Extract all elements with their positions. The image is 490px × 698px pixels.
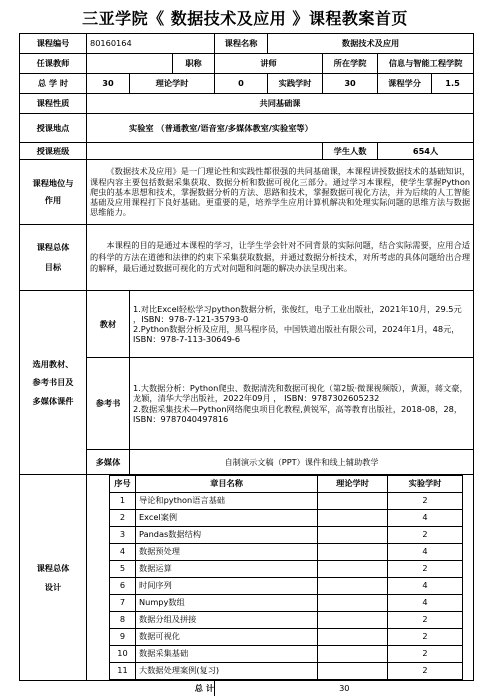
row-media [20, 450, 474, 475]
materials-label-line3: 多媒体课件 [32, 395, 74, 406]
schedule-row [110, 561, 463, 578]
schedule-chapter: 数据运算 [136, 561, 318, 578]
location-label: 授课地点 [20, 114, 87, 143]
course-info-table [19, 33, 474, 696]
schedule-lab: 2 [388, 527, 463, 544]
row-course [20, 34, 474, 54]
total-value: 30 [215, 681, 474, 696]
schedule-row [110, 510, 463, 527]
reference-item-1: 1.大数据分析：Python爬虫、数据清洗和数据可视化（第2版·微课视频版），黄源，蒋文豪，龙颖，清华大学出版社，2022年09月 ， ISBN：9787302605232 [133, 383, 468, 404]
textbook-list [130, 291, 474, 358]
header-lab: 实验学时 [388, 476, 463, 493]
credit-value: 1.5 [432, 74, 474, 94]
schedule-row [110, 595, 463, 612]
schedule-theory [318, 544, 388, 561]
schedule-no: 7 [110, 595, 136, 612]
schedule-chapter: Pandas数据结构 [136, 527, 318, 544]
theory-hours: 0 [215, 74, 268, 94]
schedule-body [110, 493, 463, 680]
schedule-lab: 4 [388, 544, 463, 561]
nature-label: 课程性质 [20, 94, 87, 114]
schedule-no: 4 [110, 544, 136, 561]
school-label: 所在学院 [323, 54, 378, 74]
schedule-no: 11 [110, 663, 136, 680]
position-label-line2: 作用 [44, 195, 62, 205]
schedule-row [110, 646, 463, 663]
row-goal [20, 225, 474, 291]
schedule-theory [318, 595, 388, 612]
practice-hours-label: 实践学时 [268, 74, 323, 94]
goal-text: 本课程的目的是通过本课程的学习，让学生学会针对不同背景的实际问题，结合实际需要，应用合适的科学的方法在道德和法律的约束下采集获取数据，并通过数据分析技术，对所考虑的具体问题给出合理的解释，最后通过数据可视化的方式对问题和问题的解决办法呈现出来。 [87, 225, 474, 291]
row-teacher [20, 54, 474, 74]
classes-value [87, 143, 323, 160]
course-name-label: 课程名称 [215, 34, 268, 54]
schedule-theory [318, 612, 388, 629]
row-location [20, 114, 474, 143]
materials-label-line2: 参考书目及 [32, 377, 74, 388]
schedule-no: 8 [110, 612, 136, 629]
title-label: 职称 [173, 54, 215, 74]
materials-label-line1: 选用教材、 [32, 359, 74, 370]
practice-hours: 30 [323, 74, 378, 94]
schedule-row [110, 629, 463, 646]
schedule-chapter: Numpy数组 [136, 595, 318, 612]
row-textbook [20, 291, 474, 358]
schedule-table [109, 475, 463, 680]
teacher-label: 任课教师 [20, 54, 87, 74]
schedule-chapter: 数据可视化 [136, 629, 318, 646]
row-reference [20, 358, 474, 450]
textbook-label: 教材 [87, 291, 130, 358]
schedule-chapter: 时间序列 [136, 578, 318, 595]
schedule-lab: 2 [388, 493, 463, 510]
schedule-lab: 2 [388, 629, 463, 646]
header-theory: 理论学时 [318, 476, 388, 493]
media-value: 自制演示文稿（PPT）课件和线上辅助教学 [130, 450, 474, 475]
textbook-item-1: 1.对比Excel轻松学习python数据分析，张俊红，电子工业出版社，2021年10月，29.5元 ，ISBN：978-7-121-35793-0 [133, 303, 462, 324]
goal-label [20, 225, 87, 291]
school-value: 信息与智能工程学院 [378, 54, 474, 74]
schedule-chapter: 大数据处理案例(复习) [136, 663, 318, 680]
schedule-lab: 4 [388, 510, 463, 527]
position-label [20, 160, 87, 225]
schedule-theory [318, 663, 388, 680]
teacher-value [87, 54, 173, 74]
textbook-item-2: 2.Python数据分析及应用，黑马程序员，中国铁道出版社有限公司，2024年1月，48元，ISBN：978-7-113-30649-6 [133, 324, 460, 345]
location-value: 实验室 （普通教室/语音室/多媒体教室/实验室等） [87, 114, 474, 143]
design-label [20, 475, 87, 681]
student-count-label: 学生人数 [323, 143, 378, 160]
schedule-chapter: 导论和python语言基础 [136, 493, 318, 510]
schedule-theory [318, 493, 388, 510]
reference-item-2: 2.数据采集技术—Python网络爬虫项目化教程,黄锐军，高等教育出版社，2018-08，28，ISBN：9787040497816 [133, 403, 463, 424]
schedule-theory [318, 646, 388, 663]
nature-value: 共同基础课 [87, 94, 474, 114]
course-name: 数据技术及应用 [268, 34, 474, 54]
schedule-no: 2 [110, 510, 136, 527]
design-label-line1: 课程总体 [36, 563, 70, 574]
schedule-lab: 4 [388, 595, 463, 612]
schedule-row [110, 663, 463, 680]
row-position [20, 160, 474, 225]
schedule-row [110, 612, 463, 629]
teacher-title: 讲师 [215, 54, 323, 74]
schedule-theory [318, 510, 388, 527]
schedule-header [110, 476, 463, 493]
credit-label: 课程学分 [378, 74, 432, 94]
schedule-no: 5 [110, 561, 136, 578]
schedule-lab: 2 [388, 663, 463, 680]
header-no: 序号 [110, 476, 136, 493]
row-hours [20, 74, 474, 94]
media-label: 多媒体 [87, 450, 130, 475]
schedule-row [110, 493, 463, 510]
design-label-line2: 设计 [44, 581, 62, 592]
schedule-theory [318, 629, 388, 646]
schedule-row [110, 578, 463, 595]
position-text: 《数据技术及应用》是一门理论性和实践性都很强的共同基础课，本课程讲授数据技术的基础知识，课程内容主要包括数据采集获取、数据分析和数据可视化三部分。通过学习本课程，使学生掌握Python爬虫的基本思想和技术，掌握数据分析的方法、思路和技术，掌握数据可视化方法，并为后续的人工智能基础及应用课程打下良好基础。更重要的是，培养学生应用计算机解决和处理实际问题的思维方法与数据思维能力。 [87, 160, 474, 225]
course-code: 80160164 [87, 34, 215, 54]
schedule-chapter: Excel案例 [136, 510, 318, 527]
design-cell [87, 475, 474, 681]
total-hours: 30 [87, 74, 130, 94]
materials-label [20, 291, 87, 475]
schedule-no: 3 [110, 527, 136, 544]
schedule-no: 10 [110, 646, 136, 663]
schedule-chapter: 数据采集基础 [136, 646, 318, 663]
header-name: 章目名称 [136, 476, 318, 493]
page-title: 三亚学院《 数据技术及应用 》课程教案首页 [82, 9, 408, 28]
row-total [20, 681, 474, 696]
student-count: 654人 [378, 143, 474, 160]
schedule-lab: 4 [388, 578, 463, 595]
schedule-row [110, 527, 463, 544]
schedule-chapter: 数据分组及拼接 [136, 612, 318, 629]
goal-label-line2: 目标 [44, 261, 62, 272]
schedule-no: 6 [110, 578, 136, 595]
reference-label: 参考书 [87, 358, 130, 450]
schedule-lab: 2 [388, 646, 463, 663]
classes-label: 授课班级 [20, 143, 87, 160]
position-label-line1: 课程地位与 [32, 177, 74, 188]
course-code-label: 课程编号 [20, 34, 87, 54]
schedule-chapter: 数据预处理 [136, 544, 318, 561]
row-classes [20, 143, 474, 160]
reference-list [130, 358, 474, 450]
theory-hours-label: 理论学时 [130, 74, 215, 94]
schedule-no: 1 [110, 493, 136, 510]
schedule-no: 9 [110, 629, 136, 646]
schedule-theory [318, 561, 388, 578]
schedule-theory [318, 578, 388, 595]
total-hours-label: 总 学 时 [20, 74, 87, 94]
schedule-lab: 2 [388, 612, 463, 629]
goal-label-line1: 课程总体 [36, 241, 70, 252]
total-label: 总 计 [20, 681, 215, 696]
schedule-row [110, 544, 463, 561]
row-nature [20, 94, 474, 114]
schedule-lab: 2 [388, 561, 463, 578]
row-design [20, 475, 474, 681]
schedule-theory [318, 527, 388, 544]
